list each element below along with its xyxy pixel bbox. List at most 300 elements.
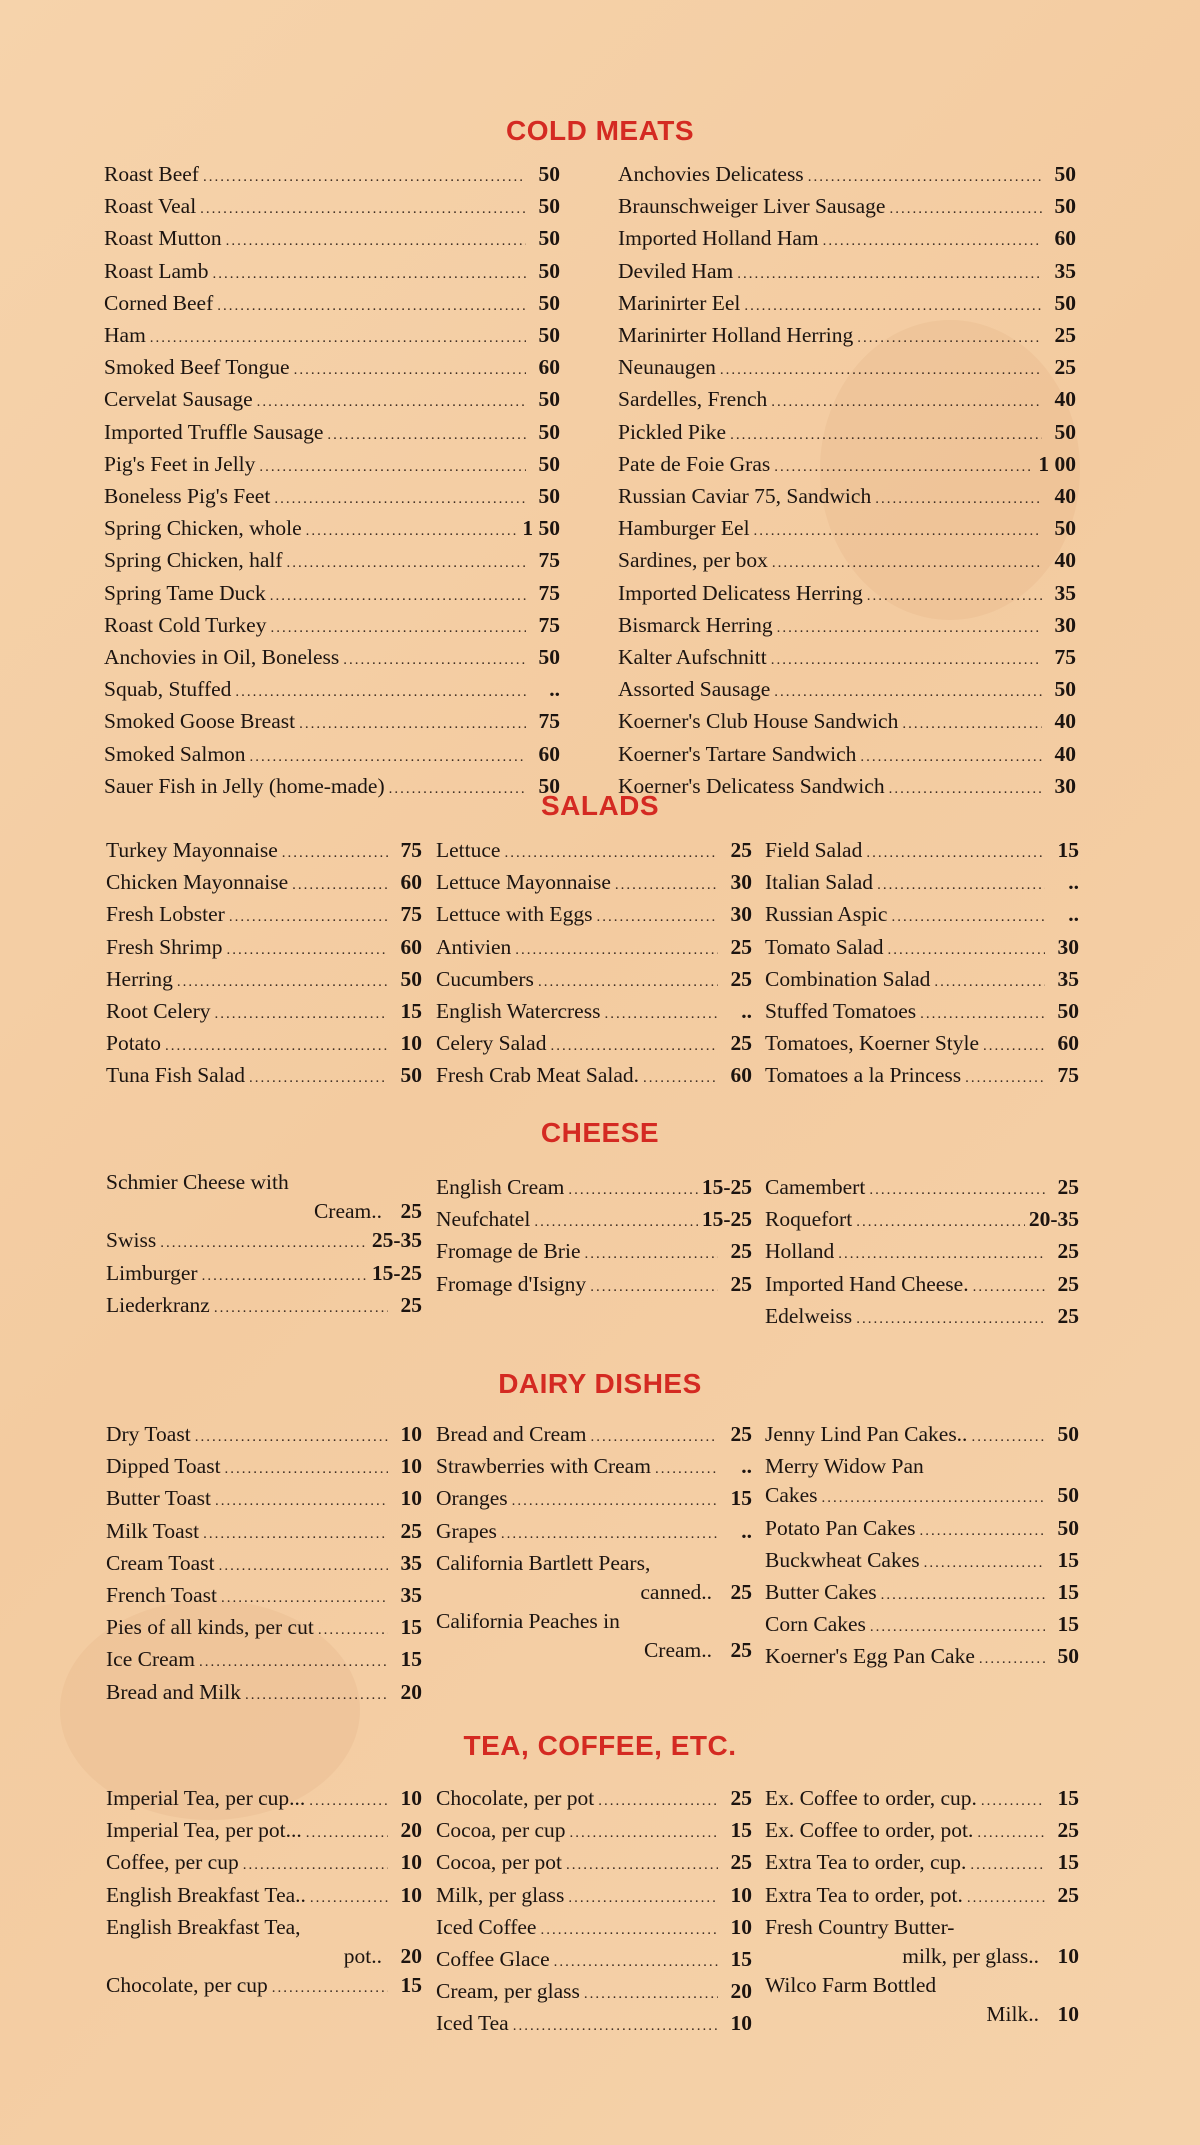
menu-item-price: ..: [741, 999, 752, 1024]
menu-item: [618, 353, 1076, 385]
menu-item-name: French Toast: [106, 1583, 217, 1608]
dairy-column-3: [765, 1420, 1079, 1675]
menu-item-name: Tomatoes a la Princess: [765, 1063, 962, 1088]
dot-leader: [200, 195, 526, 224]
menu-item-name: Fresh Country Butter-: [765, 1914, 955, 1939]
menu-item-price: 40: [1054, 741, 1076, 766]
menu-item-name: Roast Mutton: [104, 226, 222, 251]
menu-item: [618, 643, 1076, 675]
menu-item-price: 15: [400, 1973, 422, 1998]
dot-leader: [967, 1884, 1045, 1913]
menu-item-price: 30: [1054, 773, 1076, 798]
menu-item-price: 25: [730, 1031, 752, 1056]
menu-item-price: 25: [730, 934, 752, 959]
menu-item-price: 25: [1054, 323, 1076, 348]
menu-item-price: 40: [1054, 548, 1076, 573]
menu-item: [104, 321, 560, 353]
menu-item-price: 15: [1057, 1850, 1079, 1875]
dot-leader: [737, 260, 1042, 289]
menu-item-price: 15: [1057, 838, 1079, 862]
menu-item-name: Anchovies in Oil, Boneless: [104, 645, 340, 670]
dot-leader: [310, 1884, 388, 1913]
menu-item: [436, 1420, 752, 1452]
menu-item: [765, 965, 1079, 997]
salads-column-2: [436, 836, 752, 1094]
menu-item-price: 40: [1054, 484, 1076, 509]
menu-item-name: Cream..: [313, 1199, 382, 1224]
menu-item-name: Jenny Lind Pan Cakes..: [765, 1422, 968, 1446]
dot-leader: [590, 1273, 718, 1302]
menu-item-name: California Peaches in: [436, 1609, 620, 1634]
menu-item: [618, 740, 1076, 772]
menu-item-price: 50: [1054, 290, 1076, 315]
menu-item: [765, 868, 1079, 900]
menu-item: [618, 514, 1076, 546]
menu-item-name: California Bartlett Pears,: [436, 1550, 651, 1575]
dot-leader: [920, 1000, 1045, 1029]
dot-leader: [838, 1240, 1045, 1269]
menu-item-name: Cakes: [765, 1483, 818, 1508]
menu-item-price: 50: [1054, 162, 1076, 186]
menu-item-price: 60: [400, 870, 422, 895]
menu-item-name: Grapes: [436, 1518, 497, 1543]
menu-item-price: 15-25: [371, 1260, 422, 1285]
dairy-column-2: [436, 1420, 752, 1666]
menu-item-price: 50: [400, 966, 422, 991]
dot-leader: [294, 356, 526, 385]
dot-leader: [160, 1229, 368, 1258]
menu-item-price: 10: [1057, 2002, 1079, 2027]
menu-item-price: 75: [400, 902, 422, 927]
menu-item-price: 50: [538, 290, 560, 315]
menu-item-price: 50: [1054, 419, 1076, 444]
menu-item-name: Corn Cakes: [765, 1612, 866, 1637]
menu-item-price: 60: [1057, 1031, 1079, 1056]
menu-item-name: Koerner's Club House Sandwich: [618, 709, 899, 734]
menu-item: [106, 1061, 422, 1093]
menu-item-name: Stuffed Tomatoes: [765, 999, 917, 1024]
menu-item: [106, 1971, 422, 2003]
dot-leader: [245, 1681, 388, 1710]
menu-item-price: 15: [730, 1486, 752, 1511]
menu-item-price: 25: [730, 1786, 752, 1810]
menu-item-price: 35: [1057, 966, 1079, 991]
menu-item-name: Roast Lamb: [104, 258, 209, 283]
dot-leader: [249, 1064, 388, 1093]
dot-leader: [306, 517, 519, 546]
menu-item-price: ..: [1068, 870, 1079, 895]
dot-leader: [274, 485, 526, 514]
menu-item: [765, 1029, 1079, 1061]
menu-item-price: 50: [538, 387, 560, 412]
dot-leader: [214, 1294, 388, 1323]
menu-item-price: 20: [400, 1818, 422, 1843]
menu-item-name: Koerner's Delicatess Sandwich: [618, 773, 885, 798]
dot-leader: [270, 582, 526, 611]
menu-item-name: Koerner's Tartare Sandwich: [618, 741, 857, 766]
menu-item: [106, 1549, 422, 1581]
menu-item: [618, 289, 1076, 321]
menu-item: [106, 1197, 422, 1226]
salads-column-1: [106, 836, 422, 1094]
menu-item-name: Imported Hand Cheese.: [765, 1271, 969, 1296]
menu-item: [436, 997, 752, 1029]
menu-item-name: pot..: [343, 1944, 382, 1969]
menu-item-price: 20: [400, 1679, 422, 1704]
menu-item-price: 15: [730, 1818, 752, 1843]
menu-item-name: Schmier Cheese with: [106, 1170, 289, 1194]
menu-item: [104, 450, 560, 482]
menu-item-price: 75: [538, 709, 560, 734]
menu-item-price: 25: [1057, 1239, 1079, 1264]
dot-leader: [598, 1787, 718, 1816]
menu-item-name: Extra Tea to order, cup.: [765, 1850, 967, 1875]
menu-item-name: Sardines, per box: [618, 548, 768, 573]
dot-leader: [570, 1819, 718, 1848]
menu-item-price: 10: [400, 1031, 422, 1056]
menu-item: [618, 675, 1076, 707]
menu-item-price: 25: [400, 1292, 422, 1317]
menu-item-name: Smoked Beef Tongue: [104, 355, 290, 380]
menu-item: [765, 1784, 1079, 1816]
menu-item-price: 15: [1057, 1580, 1079, 1605]
dot-leader: [215, 1487, 388, 1516]
menu-item-name: Koerner's Egg Pan Cake: [765, 1644, 975, 1669]
dot-leader: [808, 163, 1042, 192]
dot-leader: [771, 388, 1042, 417]
dot-leader: [318, 1616, 388, 1645]
menu-item-name: milk, per glass..: [902, 1944, 1039, 1969]
menu-item-name: Potato: [106, 1031, 161, 1056]
menu-item-name: Fresh Crab Meat Salad.: [436, 1063, 640, 1088]
menu-item-price: 75: [400, 838, 422, 862]
menu-item-name: Milk Toast: [106, 1518, 200, 1543]
dot-leader: [215, 1000, 389, 1029]
menu-item-name: Kalter Aufschnitt: [618, 645, 767, 670]
menu-item: [436, 1484, 752, 1516]
menu-item: [106, 1029, 422, 1061]
menu-item: [106, 836, 422, 868]
dot-leader: [566, 1851, 718, 1880]
menu-item-name: Lettuce with Eggs: [436, 902, 593, 927]
menu-item: [106, 1784, 422, 1816]
dot-leader: [306, 1819, 388, 1848]
menu-item-price: 25: [730, 1239, 752, 1264]
dot-leader: [977, 1819, 1045, 1848]
menu-item: [765, 2000, 1079, 2029]
tea-column-1: [106, 1784, 422, 2003]
menu-item-name: Coffee, per cup: [106, 1850, 239, 1875]
menu-item: [436, 1237, 752, 1269]
menu-item: [436, 868, 752, 900]
menu-item: [765, 1205, 1079, 1237]
dot-leader: [891, 903, 1045, 932]
dot-leader: [299, 710, 526, 739]
menu-item: [106, 1942, 422, 1971]
menu-item-name: Lettuce Mayonnaise: [436, 870, 611, 895]
menu-item-name: Chocolate, per pot: [436, 1786, 595, 1810]
tea-column-2: [436, 1784, 752, 2042]
dot-leader: [309, 1787, 388, 1816]
dot-leader: [934, 968, 1045, 997]
menu-item-name: Spring Chicken, whole: [104, 516, 302, 541]
menu-item: [436, 1945, 752, 1977]
menu-item-price: 60: [1054, 226, 1076, 251]
dot-leader: [584, 1980, 718, 2009]
menu-item: [104, 579, 560, 611]
dot-leader: [203, 163, 526, 192]
menu-item: [765, 997, 1079, 1029]
dot-leader: [866, 839, 1045, 868]
menu-item-price: 60: [538, 741, 560, 766]
menu-item: [104, 675, 560, 707]
menu-item-name: Oranges: [436, 1486, 508, 1511]
menu-item-price: 25: [1054, 355, 1076, 380]
menu-item-price: 25: [730, 1580, 752, 1605]
menu-item-name: Smoked Salmon: [104, 741, 246, 766]
dot-leader: [199, 1648, 388, 1677]
menu-item: [436, 1607, 752, 1636]
cheese-column-1: [106, 1168, 422, 1323]
menu-item: [436, 1816, 752, 1848]
dot-leader: [203, 1520, 388, 1549]
menu-item: [618, 321, 1076, 353]
menu-item: [765, 1452, 1079, 1481]
menu-item-name: Braunschweiger Liver Sausage: [618, 194, 886, 219]
menu-item: [436, 965, 752, 997]
menu-item-name: Imported Holland Ham: [618, 226, 819, 251]
dot-leader: [504, 839, 718, 868]
menu-item-name: Neunaugen: [618, 355, 716, 380]
menu-item-price: 10: [730, 1882, 752, 1907]
menu-item: [765, 1546, 1079, 1578]
menu-item-name: Roast Beef: [104, 162, 199, 186]
menu-item: [436, 1452, 752, 1484]
menu-item-price: 10: [400, 1454, 422, 1479]
dot-leader: [856, 1305, 1045, 1334]
dot-leader: [590, 1423, 718, 1452]
dot-leader: [604, 1000, 718, 1029]
menu-item-price: 15: [400, 1647, 422, 1672]
menu-item-price: 60: [730, 1063, 752, 1088]
menu-item-name: Pickled Pike: [618, 419, 727, 444]
dot-leader: [870, 1613, 1045, 1642]
menu-item-name: Deviled Ham: [618, 258, 734, 283]
dot-leader: [881, 1581, 1045, 1610]
dot-leader: [282, 839, 388, 868]
menu-item-price: 25: [1057, 1818, 1079, 1843]
menu-item: [106, 868, 422, 900]
dot-leader: [534, 1208, 698, 1237]
menu-item-price: 50: [1054, 194, 1076, 219]
menu-item-name: Hamburger Eel: [618, 516, 750, 541]
menu-item-name: Field Salad: [765, 838, 863, 862]
menu-item: [765, 1642, 1079, 1674]
dot-leader: [150, 324, 526, 353]
menu-item: [106, 1484, 422, 1516]
menu-item-price: 10: [1057, 1944, 1079, 1969]
menu-item: [618, 611, 1076, 643]
dot-leader: [177, 968, 388, 997]
menu-item-name: Bread and Milk: [106, 1679, 241, 1704]
menu-item-price: 60: [400, 934, 422, 959]
menu-item: [436, 1549, 752, 1578]
menu-item-price: 15: [1057, 1786, 1079, 1810]
menu-item: [765, 933, 1079, 965]
menu-item: [106, 1452, 422, 1484]
dot-leader: [219, 1552, 388, 1581]
dot-leader: [860, 743, 1042, 772]
menu-item-price: 10: [400, 1882, 422, 1907]
menu-item: [104, 192, 560, 224]
menu-item-name: Pies of all kinds, per cut: [106, 1615, 314, 1640]
menu-item-name: Fresh Shrimp: [106, 934, 223, 959]
menu-item-price: 1 00: [1038, 451, 1076, 476]
menu-item: [765, 1971, 1079, 2000]
dot-leader: [270, 614, 526, 643]
menu-item-name: Tuna Fish Salad: [106, 1063, 245, 1088]
menu-item-name: Neufchatel: [436, 1207, 531, 1232]
menu-item-name: Russian Caviar 75, Sandwich: [618, 484, 872, 509]
menu-item-name: Squab, Stuffed: [104, 677, 232, 702]
menu-item-name: Imported Delicatess Herring: [618, 580, 863, 605]
menu-item: [765, 900, 1079, 932]
dot-leader: [513, 2012, 718, 2041]
menu-item: [436, 1784, 752, 1816]
menu-item-price: 15-25: [701, 1175, 752, 1199]
dot-leader: [857, 324, 1042, 353]
dot-leader: [754, 517, 1042, 546]
menu-item: [765, 1514, 1079, 1546]
dot-leader: [643, 1064, 718, 1093]
menu-item: [104, 257, 560, 289]
menu-item-price: 15: [400, 999, 422, 1024]
cold-meats-right-column: [618, 160, 1076, 804]
menu-item-name: Boneless Pig's Feet: [104, 484, 271, 509]
dot-leader: [981, 1787, 1045, 1816]
menu-item-price: 35: [1054, 258, 1076, 283]
menu-item: [618, 482, 1076, 514]
menu-item-name: Buckwheat Cakes: [765, 1547, 920, 1572]
menu-item-price: 25: [730, 838, 752, 862]
menu-item: [765, 1420, 1079, 1452]
menu-item: [765, 1173, 1079, 1205]
menu-item-name: Antivien: [436, 934, 512, 959]
menu-item: [104, 289, 560, 321]
menu-item-name: Assorted Sausage: [618, 677, 771, 702]
dot-leader: [225, 1455, 388, 1484]
menu-item-price: 50: [1057, 1422, 1079, 1446]
menu-item-name: Roast Veal: [104, 194, 197, 219]
menu-item-price: ..: [741, 1454, 752, 1479]
menu-item: [765, 836, 1079, 868]
menu-item-name: Butter Toast: [106, 1486, 211, 1511]
menu-item: [618, 418, 1076, 450]
menu-item-name: Cream..: [643, 1638, 712, 1663]
menu-item-price: 25: [730, 1422, 752, 1446]
menu-item-name: Imperial Tea, per pot...: [106, 1818, 302, 1843]
dot-leader: [869, 1176, 1045, 1205]
dot-leader: [772, 549, 1042, 578]
menu-item-price: 25: [730, 1850, 752, 1875]
menu-item-price: 20: [400, 1944, 422, 1969]
menu-item-name: Swiss: [106, 1228, 157, 1253]
menu-item-name: Pig's Feet in Jelly: [104, 451, 256, 476]
dot-leader: [924, 1549, 1045, 1578]
menu-item: [106, 1881, 422, 1913]
menu-item: [436, 1881, 752, 1913]
menu-item: [104, 482, 560, 514]
dot-leader: [202, 1262, 368, 1291]
menu-item-name: Dry Toast: [106, 1422, 191, 1446]
menu-item-name: Celery Salad: [436, 1031, 547, 1056]
menu-item-price: 15: [730, 1947, 752, 1972]
dot-leader: [615, 871, 718, 900]
menu-item-name: Turkey Mayonnaise: [106, 838, 278, 862]
menu-item-price: 50: [1054, 516, 1076, 541]
menu-item-price: 75: [538, 548, 560, 573]
menu-item-price: 50: [1057, 1483, 1079, 1508]
menu-item-name: Tomato Salad: [765, 934, 884, 959]
dot-leader: [720, 356, 1042, 385]
menu-item-name: Sauer Fish in Jelly (home-made): [104, 773, 385, 798]
menu-item-price: 50: [538, 484, 560, 509]
menu-item-name: Chocolate, per cup: [106, 1973, 268, 1998]
dot-leader: [243, 1851, 388, 1880]
menu-item-name: Ice Cream: [106, 1647, 195, 1672]
dot-leader: [867, 582, 1042, 611]
menu-item-name: Russian Aspic: [765, 902, 888, 927]
menu-item: [106, 1678, 422, 1710]
menu-item-name: Smoked Goose Breast: [104, 709, 296, 734]
dot-leader: [877, 871, 1045, 900]
menu-item: [436, 1029, 752, 1061]
menu-item: [765, 1913, 1079, 1942]
menu-item-price: 10: [400, 1850, 422, 1875]
menu-item-price: 50: [538, 194, 560, 219]
menu-item: [104, 160, 560, 192]
dot-leader: [343, 646, 526, 675]
menu-item-name: canned..: [640, 1580, 712, 1605]
menu-item-price: 30: [1054, 612, 1076, 637]
menu-item-name: Dipped Toast: [106, 1454, 221, 1479]
dairy-column-1: [106, 1420, 422, 1710]
dot-leader: [550, 1032, 718, 1061]
menu-item: [618, 385, 1076, 417]
menu-item-price: 60: [538, 355, 560, 380]
menu-item: [106, 1848, 422, 1880]
menu-item: [436, 836, 752, 868]
dot-leader: [195, 1423, 388, 1452]
menu-item: [106, 1517, 422, 1549]
menu-item-name: Cervelat Sausage: [104, 387, 253, 412]
menu-item: [618, 192, 1076, 224]
menu-item: [765, 1270, 1079, 1302]
menu-item-name: Potato Pan Cakes: [765, 1515, 916, 1540]
menu-item-price: 50: [538, 226, 560, 251]
menu-item-price: 35: [1054, 580, 1076, 605]
menu-item-price: 50: [538, 162, 560, 186]
salads-title: SALADS: [540, 790, 660, 821]
menu-item: [618, 160, 1076, 192]
menu-item: [106, 1420, 422, 1452]
tea-column-3: [765, 1784, 1079, 2030]
menu-item: [106, 1259, 422, 1291]
menu-item-price: 40: [1054, 387, 1076, 412]
menu-item: [104, 418, 560, 450]
menu-item-price: 30: [730, 870, 752, 895]
menu-item-name: Bread and Cream: [436, 1422, 587, 1446]
